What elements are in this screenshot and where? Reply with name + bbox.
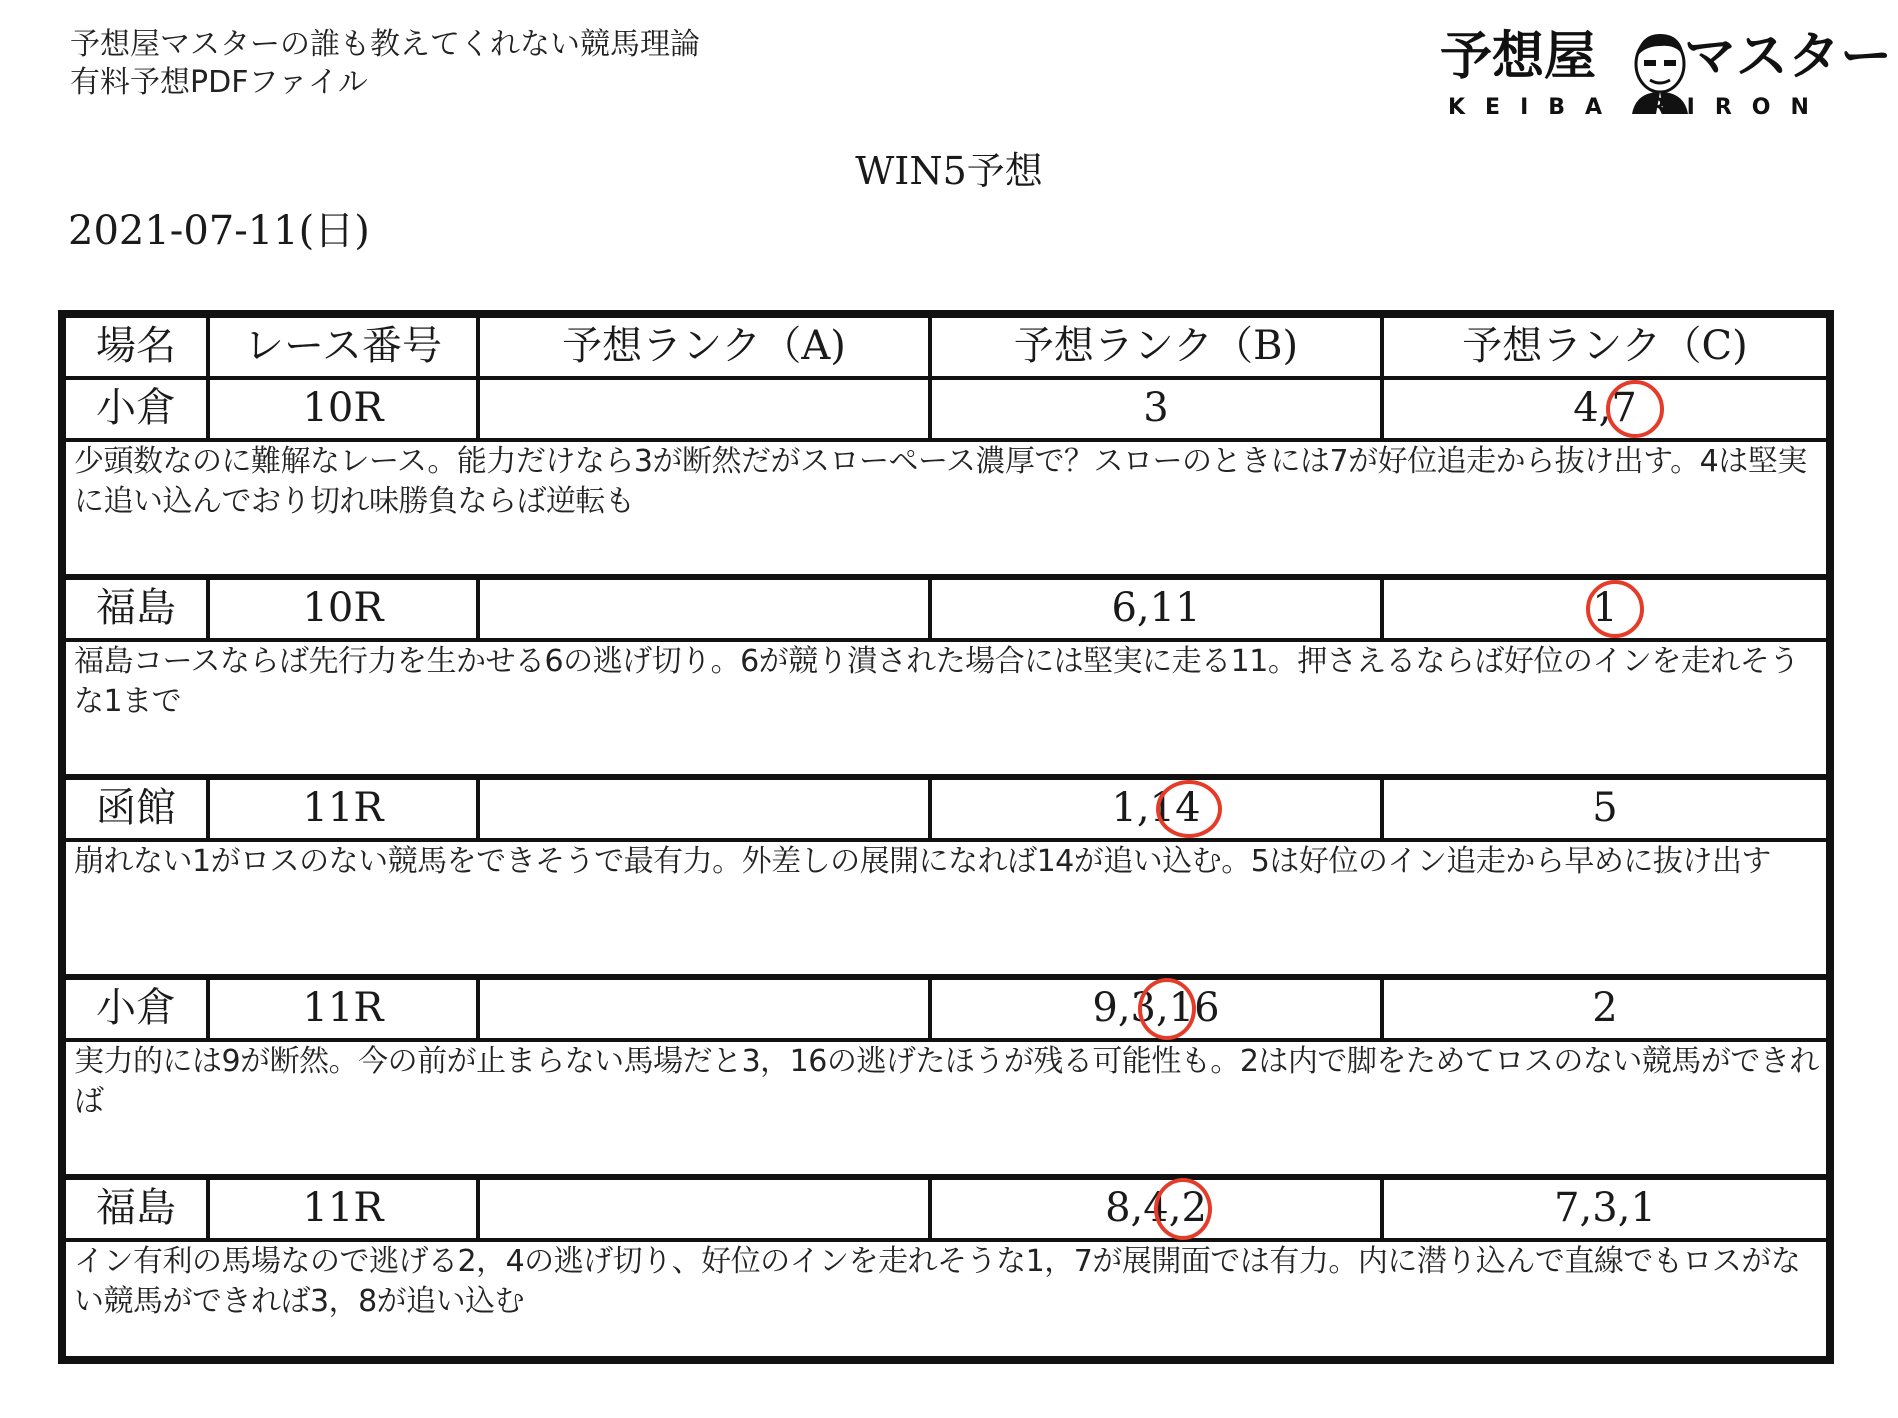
column-header-rank-c: 予想ランク（C) <box>1380 318 1826 376</box>
table-header-row <box>66 318 1826 376</box>
rank-c-cell: 2 <box>1380 980 1826 1038</box>
race-number-cell: 10R <box>206 380 476 438</box>
race-number-cell: 10R <box>206 580 476 638</box>
table-row <box>66 1180 1826 1238</box>
header-line-2: 有料予想PDFファイル <box>70 65 368 100</box>
table-row <box>66 380 1826 438</box>
race-comment: 福島コースならば先行力を生かせる6の逃げ切り。6が競り潰された場合には堅実に走る11。押さえるならば好位のインを走れそうな1まで <box>74 644 1799 719</box>
document-title: WIN5予想 <box>855 149 1043 193</box>
column-header-rank-a: 予想ランク（A) <box>476 318 928 376</box>
logo-subtitle: KEIBA RIRON <box>1448 95 1829 120</box>
rank-b-cell: 8,4,2 <box>928 1180 1380 1238</box>
venue-cell: 小倉 <box>96 385 176 431</box>
rank-c-cell: 4,7 <box>1380 380 1826 438</box>
column-header-venue: 場名 <box>96 323 176 369</box>
rank-b-cell: 6,11 <box>928 580 1380 638</box>
table-row <box>66 580 1826 638</box>
rank-c-cell: 7,3,1 <box>1380 1180 1826 1238</box>
logo-text-left: 予想屋 <box>1440 27 1597 87</box>
table-row <box>66 780 1826 838</box>
rank-b-cell: 1,14 <box>928 780 1380 838</box>
logo-text-right: マスター <box>1684 27 1893 87</box>
rank-a-cell <box>476 580 928 638</box>
race-comment: 実力的には9が断然。今の前が止まらない馬場だと3，16の逃げたほうが残る可能性も。2は内で脚をためてロスのない競馬ができれば <box>74 1044 1819 1119</box>
document-date: 2021-07-11(日) <box>68 208 370 254</box>
rank-b-cell: 9,3,16 <box>928 980 1380 1038</box>
race-comment: 崩れない1がロスのない競馬をできそうで最有力。外差しの展開になれば14が追い込む。5は好位のイン追走から早めに抜け出す <box>74 844 1771 879</box>
header-line-1: 予想屋マスターの誰も教えてくれない競馬理論 <box>70 27 700 62</box>
race-comment: 少頭数なのに難解なレース。能力だけなら3が断然だがスローペース濃厚で？スローのときには7が好位追走から抜け出す。4は堅実に追い込んでおり切れ味勝負ならば逆転も <box>74 444 1807 519</box>
venue-cell: 小倉 <box>96 985 176 1031</box>
race-comment: イン有利の馬場なので逃げる2，4の逃げ切り、好位のインを走れそうな1，7が展開面では有力。内に潜り込んで直線でもロスがない競馬ができれば3，8が追い込む <box>74 1244 1801 1319</box>
venue-cell: 函館 <box>96 785 176 831</box>
column-header-rank-b: 予想ランク（B) <box>928 318 1380 376</box>
race-number-cell: 11R <box>206 980 476 1038</box>
rank-a-cell <box>476 1180 928 1238</box>
venue-cell: 福島 <box>96 585 176 631</box>
table-row <box>66 980 1826 1038</box>
rank-c-cell: 1 <box>1380 580 1826 638</box>
rank-b-cell: 3 <box>928 380 1380 438</box>
column-header-race-number: レース番号 <box>206 318 476 376</box>
rank-a-cell <box>476 980 928 1038</box>
brand-logo <box>1440 24 1893 124</box>
rank-a-cell <box>476 780 928 838</box>
race-number-cell: 11R <box>206 780 476 838</box>
race-number-cell: 11R <box>206 1180 476 1238</box>
rank-c-cell: 5 <box>1380 780 1826 838</box>
venue-cell: 福島 <box>96 1185 176 1231</box>
prediction-table <box>58 310 1834 1364</box>
rank-a-cell <box>476 380 928 438</box>
